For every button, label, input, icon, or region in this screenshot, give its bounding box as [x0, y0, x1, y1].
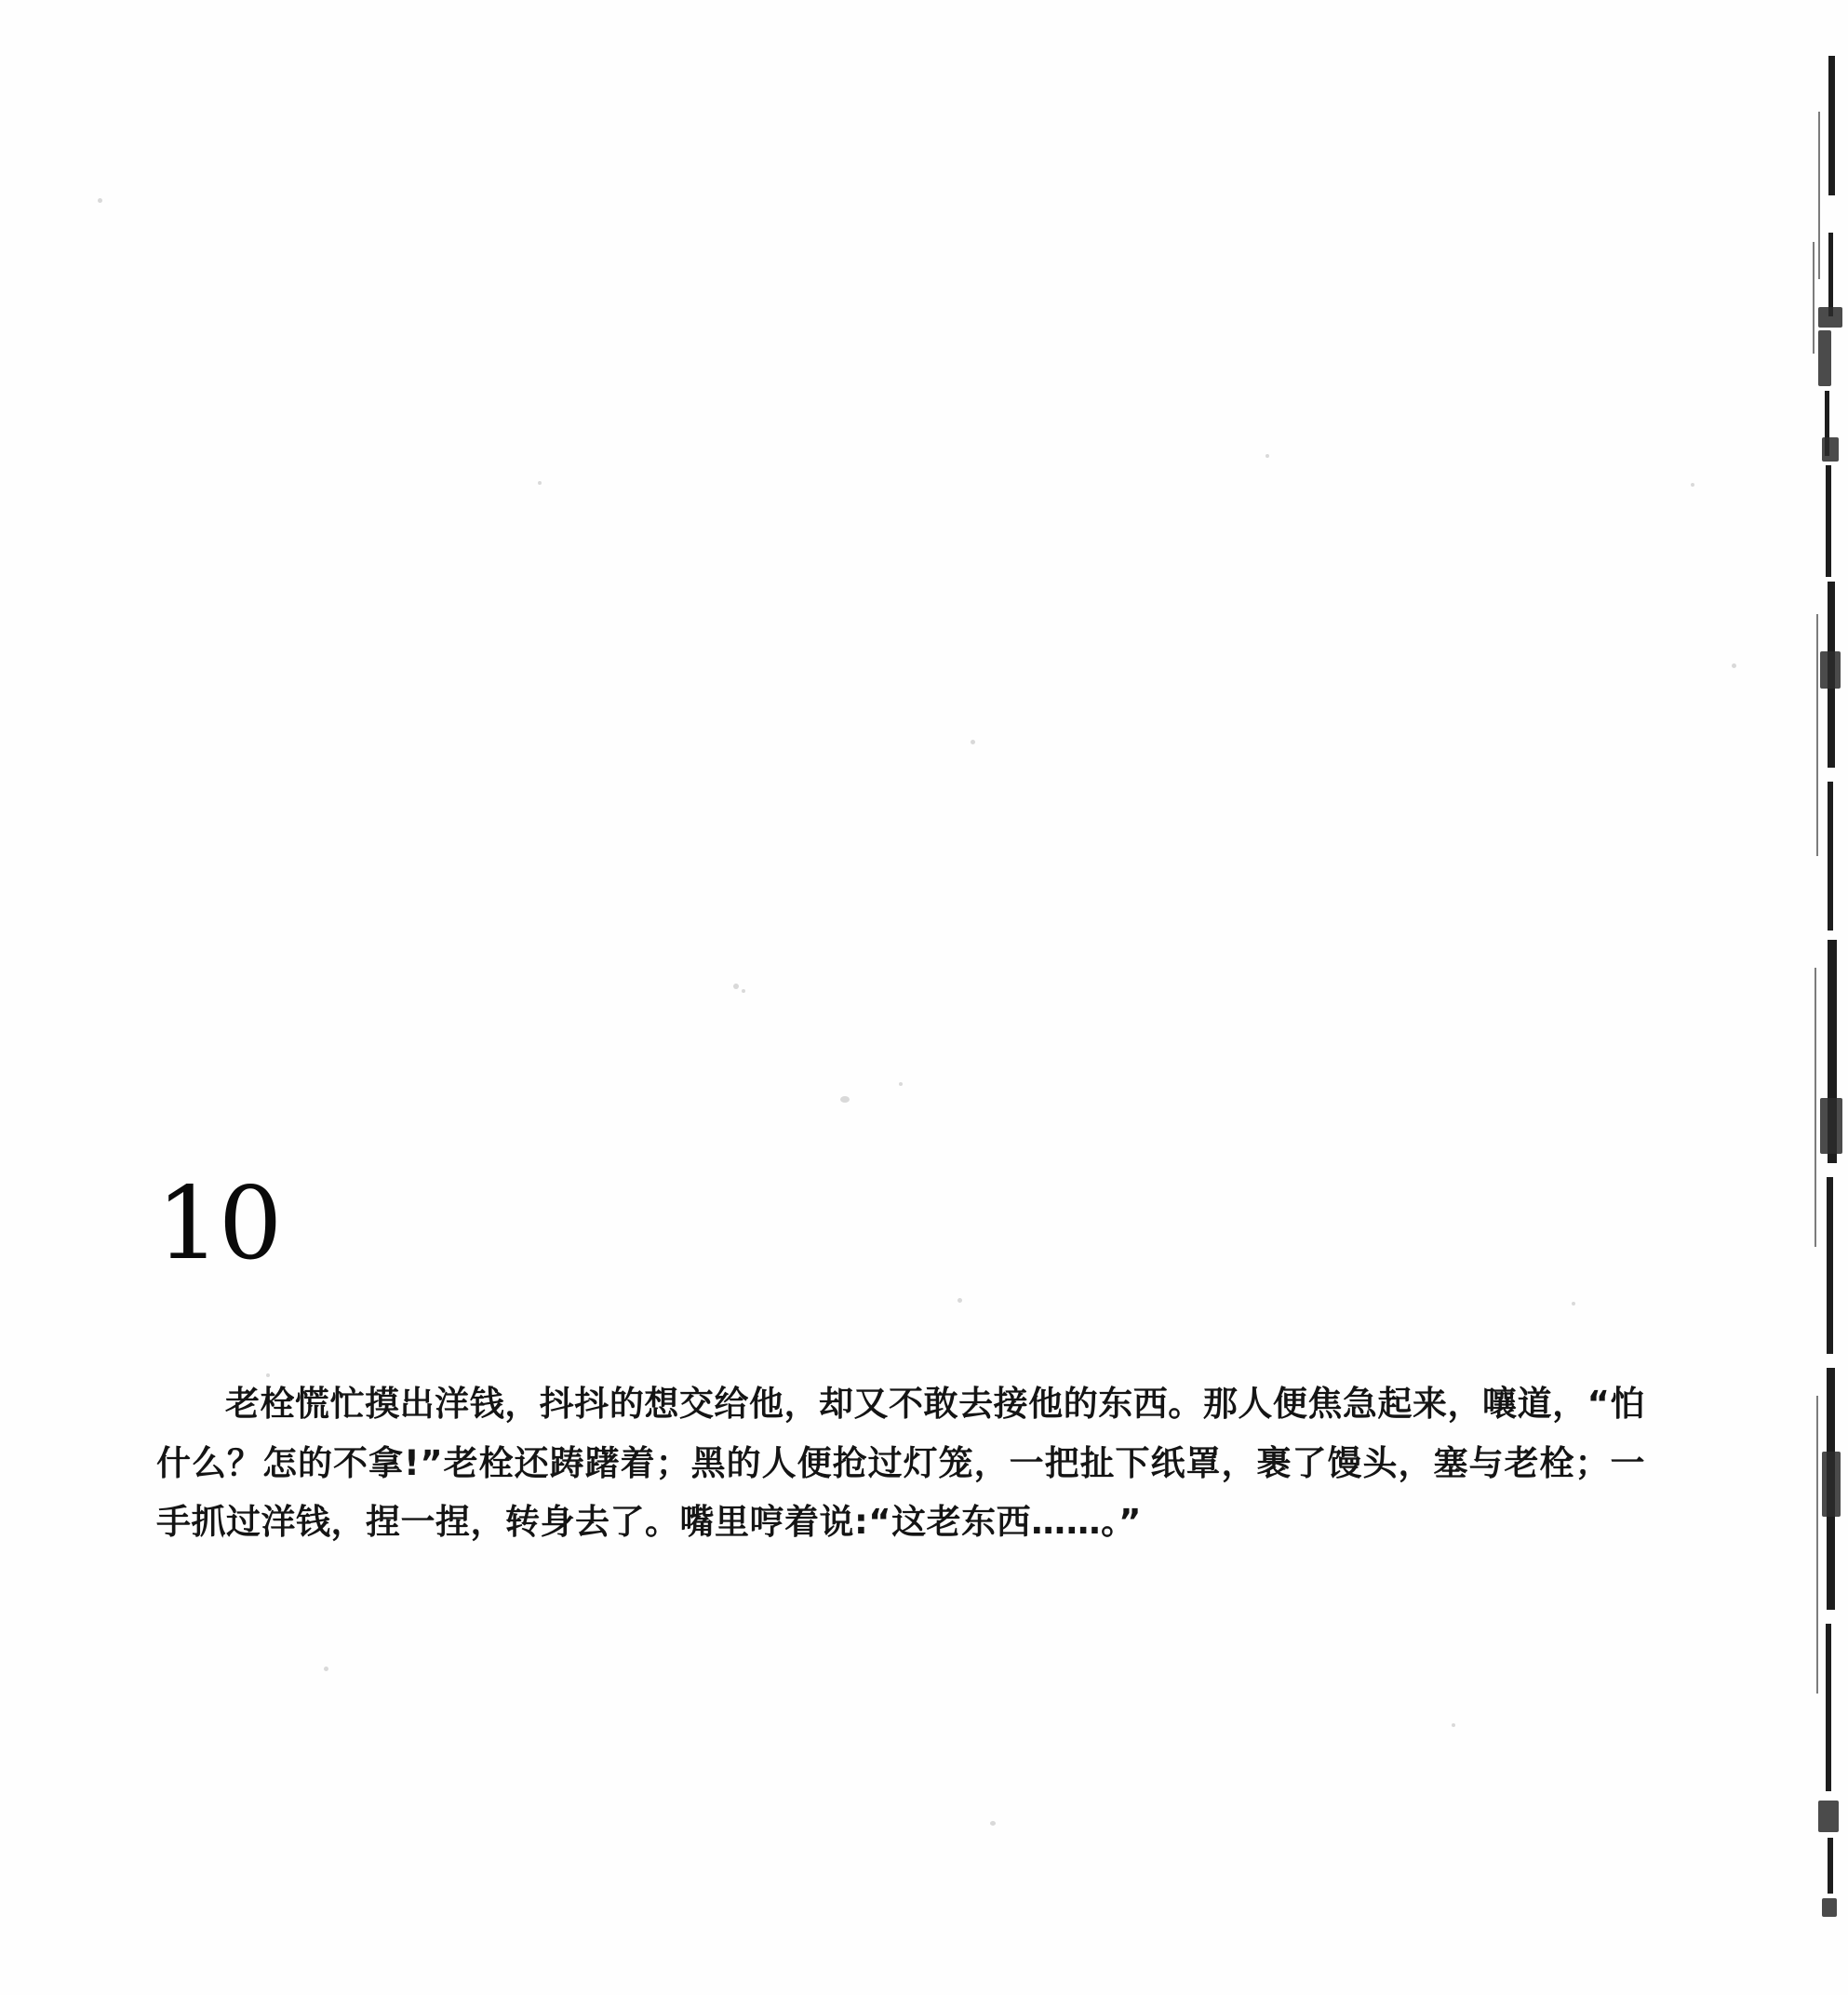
body-paragraph: 老栓慌忙摸出洋钱，抖抖的想交给他，却又不敢去接他的东西。那人便焦急起来，嚷道，“怕什么？怎的不拿!”老栓还踌躇着；黑的人便抢过灯笼，一把扯下纸罩，裹了馒头，塞与老栓；一手抓过洋钱，捏一捏，转身去了。嘴里哼着说:“这老东西……。” — [156, 1384, 1645, 1543]
scan-speckle — [1691, 483, 1694, 487]
scan-speckle — [733, 984, 739, 989]
scan-speckle — [957, 1298, 962, 1303]
section-number: 10 — [156, 1166, 281, 1282]
scan-speckle — [899, 1082, 903, 1086]
scan-speckle — [98, 198, 102, 203]
scan-speckle — [538, 481, 542, 485]
scan-speckle — [742, 989, 745, 993]
scan-speckle — [1572, 1302, 1575, 1305]
scan-speckle — [1452, 1723, 1455, 1727]
scan-speckle — [840, 1096, 850, 1103]
scan-speckle — [324, 1667, 328, 1671]
scan-speckle — [971, 740, 975, 744]
scan-speckle — [1265, 454, 1269, 458]
scan-speckle — [990, 1821, 996, 1826]
scan-edge-shadow — [1736, 0, 1848, 1995]
